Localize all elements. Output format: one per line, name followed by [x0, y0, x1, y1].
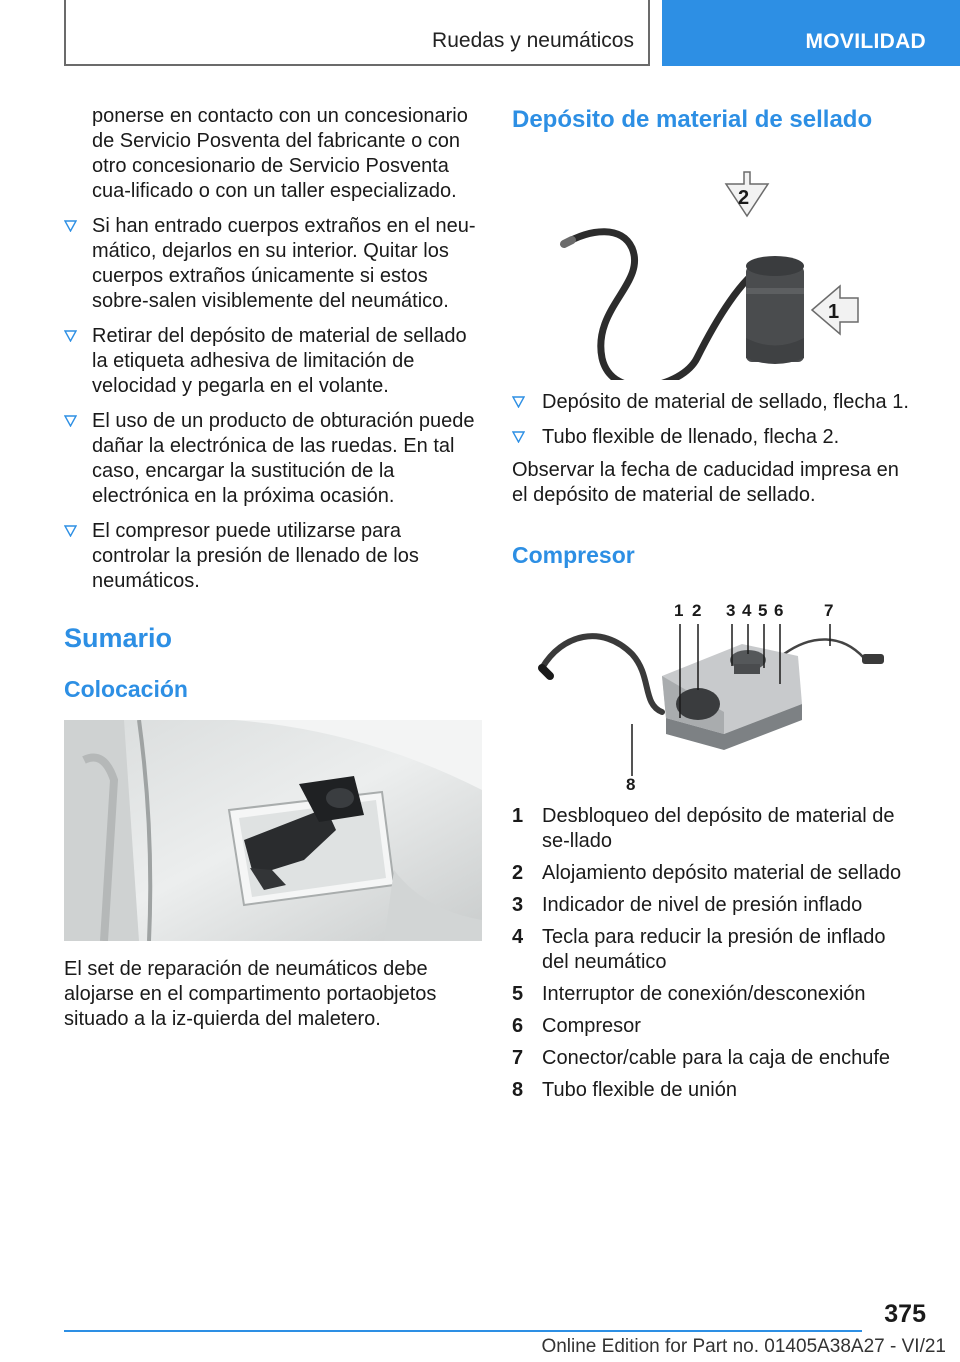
bullet-text: El compresor puede utilizarse para controlar la presión de llenado de los neumáticos. — [92, 520, 419, 592]
legend-number: 4 — [512, 926, 524, 948]
page-number: 375 — [884, 1300, 926, 1328]
footer-divider — [64, 1330, 862, 1332]
compresor-legend — [512, 804, 912, 1103]
triangle-bullet-icon — [64, 330, 77, 342]
triangle-bullet-icon — [512, 396, 525, 408]
legend-text: Compresor — [542, 1015, 641, 1037]
bullet-item — [64, 214, 482, 314]
legend-number: 2 — [512, 862, 524, 884]
legend-text: Alojamiento depósito material de sellado — [542, 862, 902, 884]
sumario-heading: Sumario — [64, 623, 173, 653]
right-column — [512, 104, 912, 1103]
legend-number: 3 — [512, 894, 524, 916]
legend-item — [512, 1078, 912, 1103]
colocacion-heading: Colocación — [64, 676, 188, 702]
deposito-note: Observar la fecha de caducidad impresa en el depósito de material de sellado. — [512, 459, 899, 506]
callout-5: 5 — [758, 601, 768, 620]
legend-number: 5 — [512, 983, 524, 1005]
legend-number: 7 — [512, 1047, 524, 1069]
legend-item — [512, 925, 912, 975]
legend-item — [512, 982, 912, 1007]
callout-4: 4 — [742, 601, 752, 620]
left-column — [64, 104, 482, 1032]
trunk-compartment-photo — [64, 720, 482, 941]
page-header — [0, 0, 960, 66]
section-label: MOVILIDAD — [805, 30, 926, 53]
edition-text: Online Edition for Part no. 01405A38A27 - VI/21 — [541, 1336, 946, 1357]
legend-item — [512, 893, 912, 918]
arrow-callout-1: 1 — [828, 301, 840, 323]
bullet-item — [64, 519, 482, 594]
legend-text: Tecla para reducir la presión de inflado del neumático — [542, 926, 886, 973]
bullet-text: El uso de un producto de obturación puede dañar la electrónica de las ruedas. En tal caso, encargar la sustitución de la electrónica en la próxima ocasión. — [92, 410, 475, 507]
callout-1: 1 — [674, 601, 684, 620]
callout-2: 2 — [692, 601, 702, 620]
chapter-tab — [64, 0, 650, 66]
triangle-bullet-icon — [512, 431, 525, 443]
bullet-item — [512, 390, 912, 415]
colocacion-paragraph: El set de reparación de neumáticos debe alojarse en el compartimento portaobjetos situado a la iz-quierda del maletero. — [64, 958, 437, 1030]
legend-text: Conector/cable para la caja de enchufe — [542, 1047, 891, 1069]
sealant-container-diagram — [512, 158, 912, 380]
legend-text: Interruptor de conexión/desconexión — [542, 983, 866, 1005]
arrow-callout-2: 2 — [738, 187, 750, 209]
bullet-item — [64, 324, 482, 399]
bullet-text: Tubo flexible de llenado, flecha 2. — [542, 426, 840, 448]
legend-text: Indicador de nivel de presión inflado — [542, 894, 863, 916]
triangle-bullet-icon — [64, 415, 77, 427]
triangle-bullet-icon — [64, 220, 77, 232]
bullet-item — [512, 425, 912, 450]
compresor-heading: Compresor — [512, 542, 635, 568]
callout-6: 6 — [774, 601, 784, 620]
intro-paragraph: ponerse en contacto con un concesionario de Servicio Posventa del fabricante o con otro concesionario de Servicio Posventa cua-lificado o con un taller especializado. — [92, 105, 468, 202]
callout-8: 8 — [626, 775, 636, 790]
legend-text: Tubo flexible de unión — [542, 1079, 737, 1101]
legend-number: 6 — [512, 1015, 524, 1037]
bullet-text: Si han entrado cuerpos extraños en el neu-mático, dejarlos en su interior. Quitar los cuerpos extraños únicamente si estos sobre-salen visiblemente del neumático. — [92, 215, 476, 312]
legend-number: 1 — [512, 805, 524, 827]
legend-text: Desbloqueo del depósito de material de se-llado — [542, 805, 895, 852]
compressor-diagram — [512, 594, 912, 790]
bullet-item — [64, 409, 482, 509]
callout-7: 7 — [824, 601, 834, 620]
legend-item — [512, 804, 912, 854]
legend-number: 8 — [512, 1079, 524, 1101]
trunk-compartment-illustration — [64, 720, 482, 941]
chapter-title: Ruedas y neumáticos — [432, 29, 634, 52]
legend-item — [512, 1014, 912, 1039]
triangle-bullet-icon — [64, 525, 77, 537]
bullet-text: Retirar del depósito de material de sellado la etiqueta adhesiva de limitación de velocidad y pegarla en el volante. — [92, 325, 467, 397]
deposito-heading: Depósito de material de sellado — [512, 106, 873, 133]
section-tab — [662, 0, 960, 66]
legend-item — [512, 861, 912, 886]
legend-item — [512, 1046, 912, 1071]
bullet-text: Depósito de material de sellado, flecha 1. — [542, 391, 909, 413]
callout-3: 3 — [726, 601, 736, 620]
